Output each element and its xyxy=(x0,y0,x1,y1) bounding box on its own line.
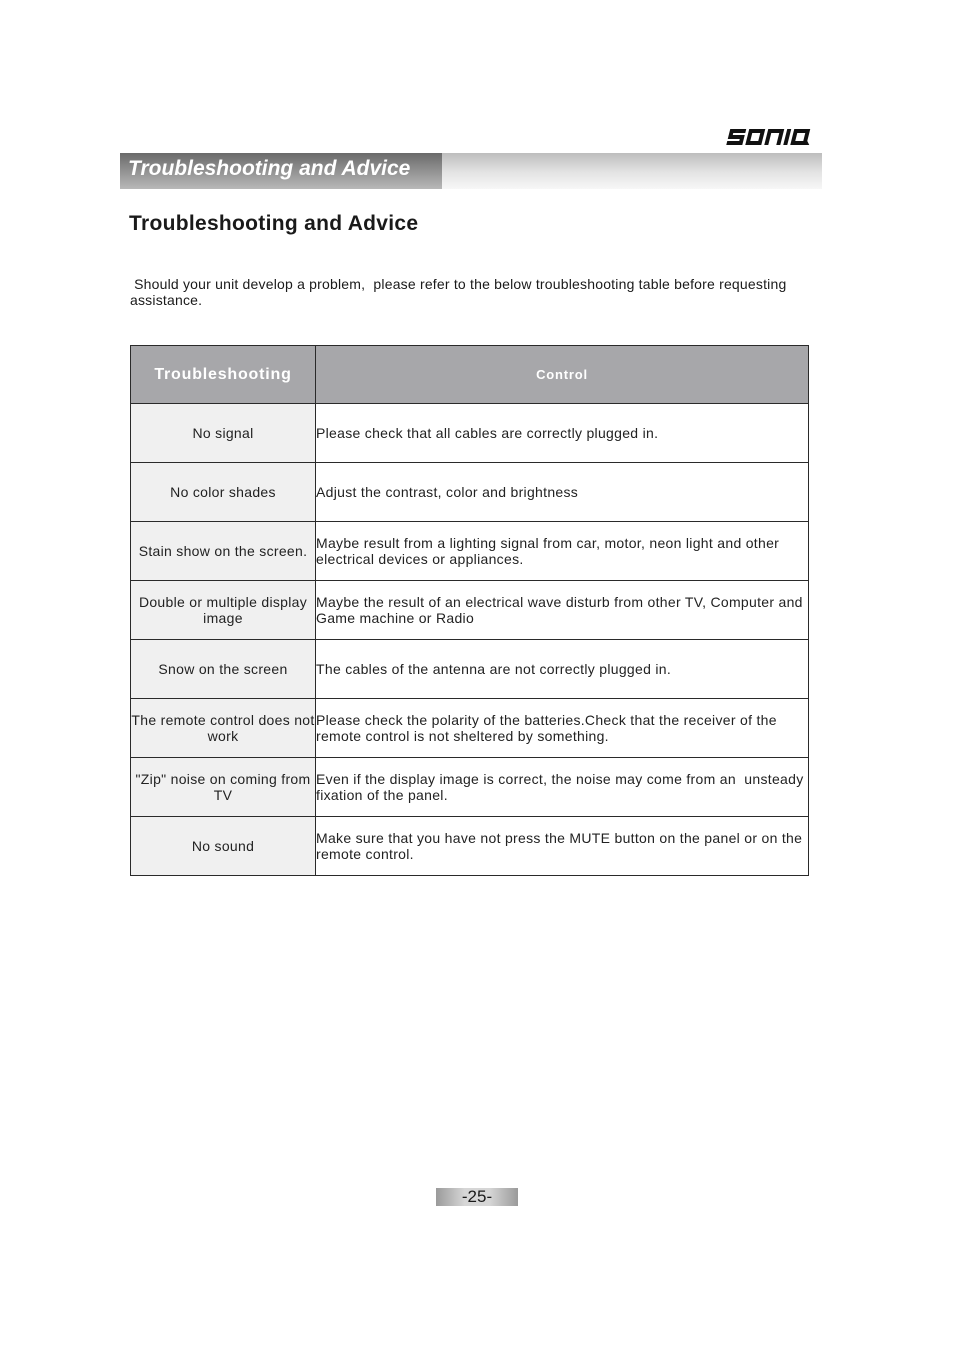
table-row xyxy=(131,404,809,463)
table-row xyxy=(131,640,809,699)
solution-cell: Maybe result from a lighting signal from car, motor, neon light and other electrical devices or appliances. xyxy=(316,522,809,581)
page-number-badge xyxy=(436,1188,518,1206)
solution-cell: Maybe the result of an electrical wave disturb from other TV, Computer and Game machine or Radio xyxy=(316,581,809,640)
problem-cell: Double or multiple display image xyxy=(131,581,316,640)
table-row xyxy=(131,463,809,522)
section-banner-tab xyxy=(120,153,442,189)
soniq-logo-graphic xyxy=(726,122,818,152)
table-row xyxy=(131,699,809,758)
problem-cell: Snow on the screen xyxy=(131,640,316,699)
section-banner-title: Troubleshooting and Advice xyxy=(128,157,411,180)
solution-cell: The cables of the antenna are not correctly plugged in. xyxy=(316,640,809,699)
soniq-logo xyxy=(726,122,818,152)
table-row xyxy=(131,817,809,876)
solution-cell: Please check the polarity of the batteries.Check that the receiver of the remote control is not sheltered by something. xyxy=(316,699,809,758)
problem-cell: The remote control does not work xyxy=(131,699,316,758)
problem-cell: "Zip" noise on coming from TV xyxy=(131,758,316,817)
problem-cell: No signal xyxy=(131,404,316,463)
troubleshooting-table xyxy=(130,345,809,876)
table-row xyxy=(131,522,809,581)
solution-cell: Make sure that you have not press the MUTE button on the panel or on the remote control. xyxy=(316,817,809,876)
table-header-row xyxy=(131,346,809,404)
solution-cell: Even if the display image is correct, the noise may come from an unsteady fixation of the panel. xyxy=(316,758,809,817)
table-row xyxy=(131,581,809,640)
header-troubleshooting: Troubleshooting xyxy=(131,346,316,404)
solution-cell: Please check that all cables are correctly plugged in. xyxy=(316,404,809,463)
problem-cell: No color shades xyxy=(131,463,316,522)
solution-cell: Adjust the contrast, color and brightness xyxy=(316,463,809,522)
page-title: Troubleshooting and Advice xyxy=(129,212,419,235)
problem-cell: No sound xyxy=(131,817,316,876)
intro-paragraph: Should your unit develop a problem, please refer to the below troubleshooting table before requesting assistance. xyxy=(130,276,791,308)
header-control: Control xyxy=(316,346,809,404)
section-banner xyxy=(120,153,822,189)
table-row xyxy=(131,758,809,817)
page-number: -25- xyxy=(461,1187,493,1206)
problem-cell: Stain show on the screen. xyxy=(131,522,316,581)
